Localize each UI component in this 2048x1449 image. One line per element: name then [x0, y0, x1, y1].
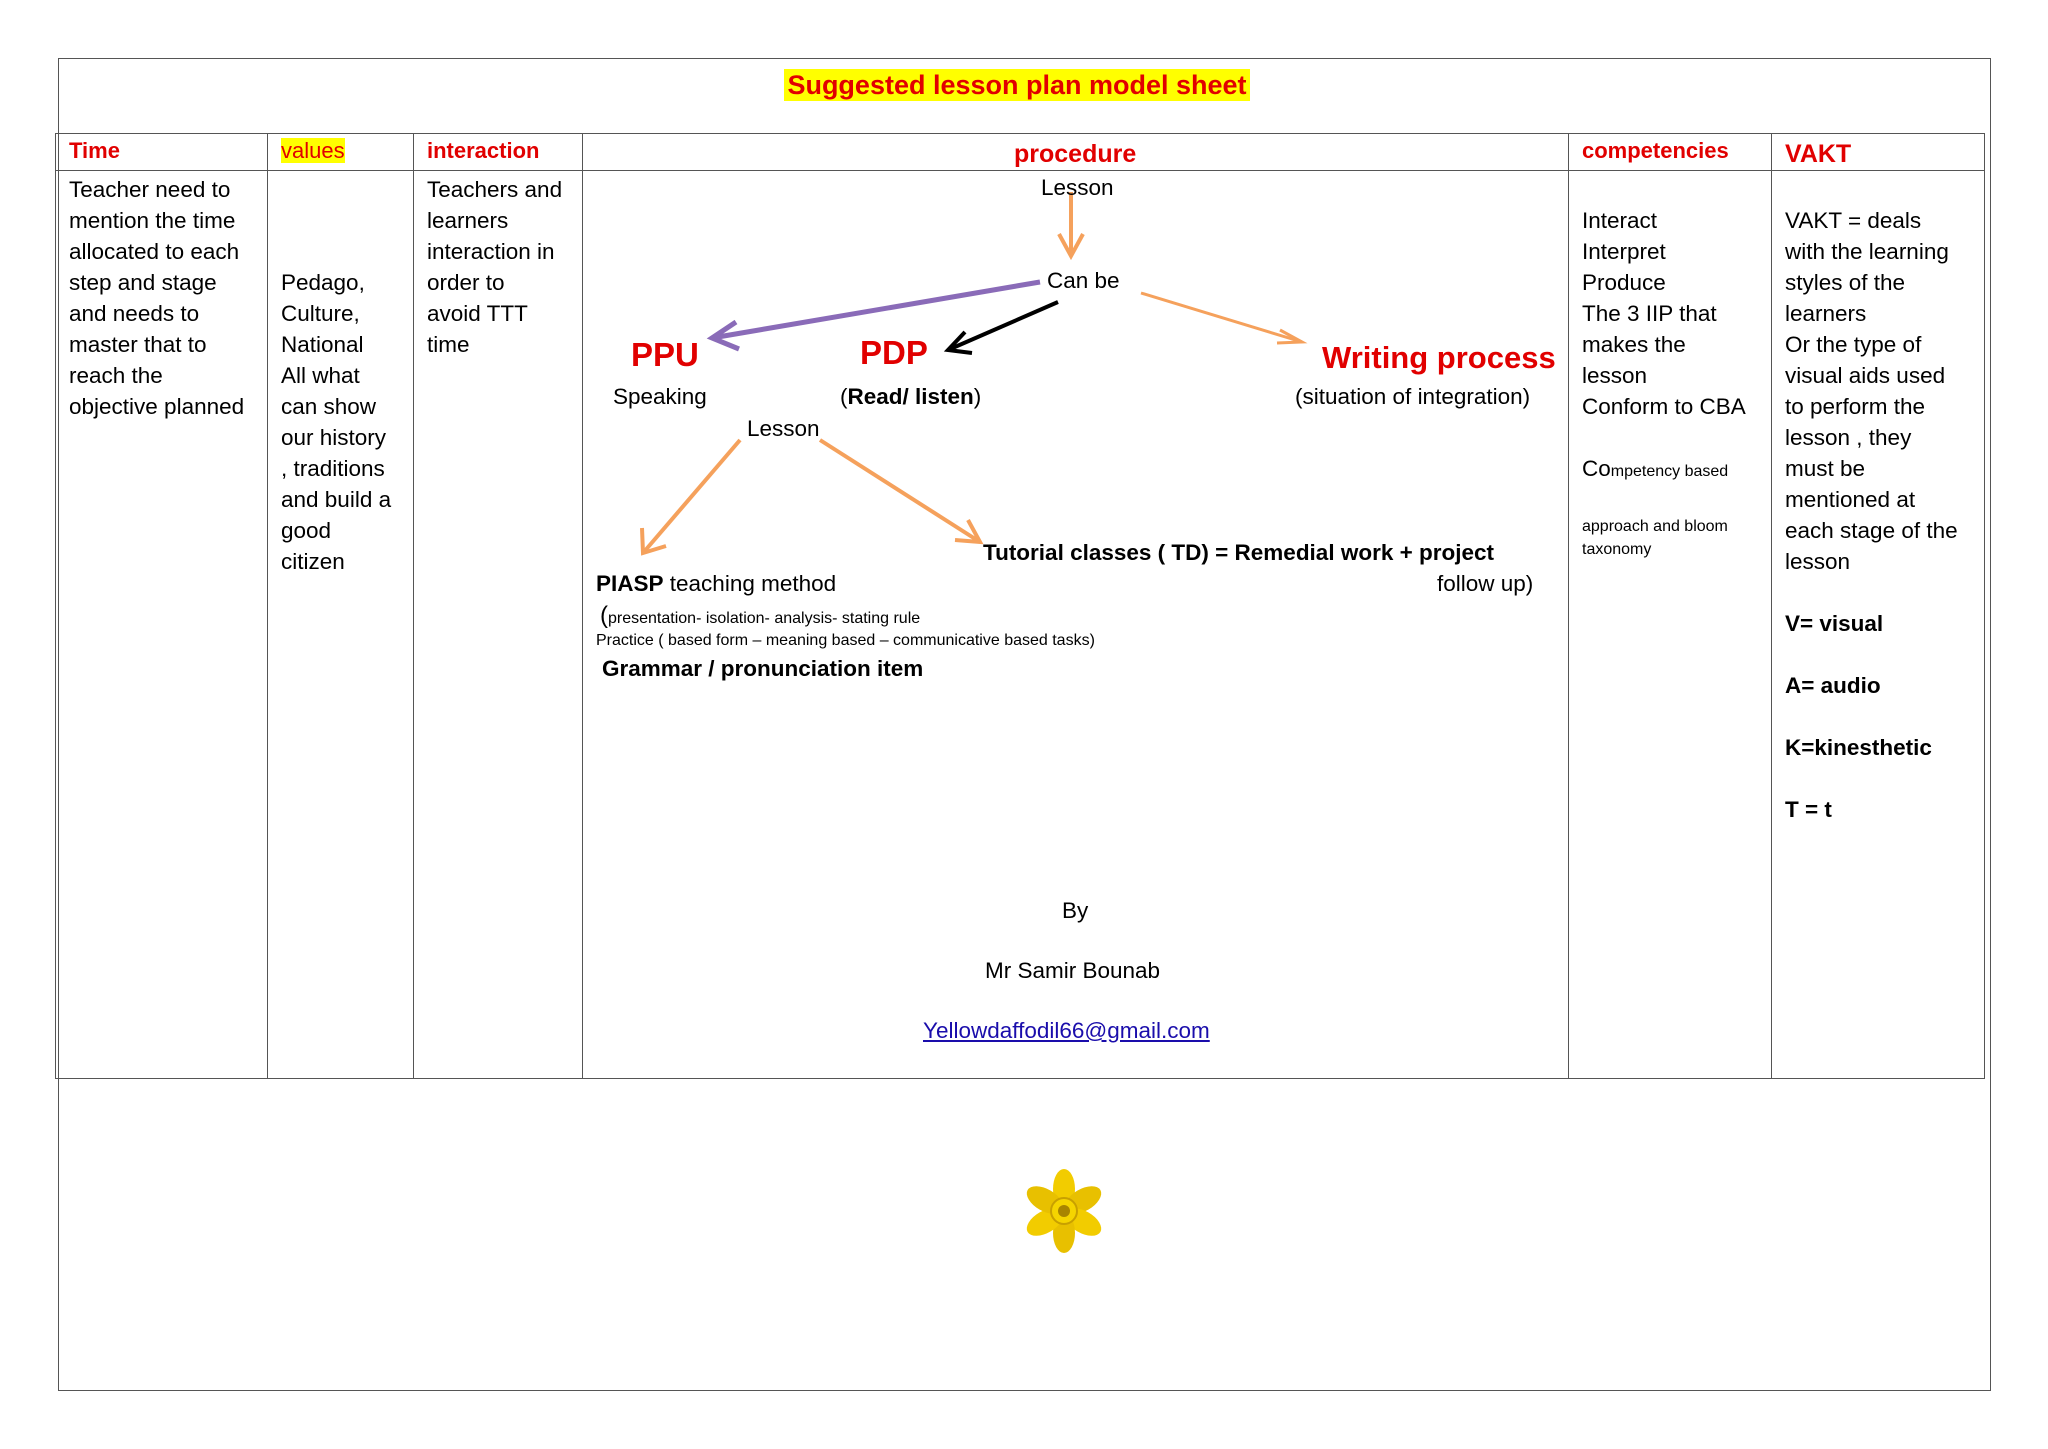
author-email-link[interactable]: Yellowdaffodil66@gmail.com: [923, 1018, 1210, 1043]
arrow-canbe-to-pdp: [948, 302, 1058, 353]
daffodil-flower-icon: [1018, 1165, 1110, 1257]
competencies-lines: Interact Interpret Produce The 3 IIP that makes the lesson Conform to CBA: [1582, 208, 1746, 419]
follow-up-label: follow up): [1437, 571, 1534, 596]
header-interaction: interaction: [427, 138, 540, 163]
vakt-visual: V= visual: [1785, 611, 1884, 636]
competency-rest: mpetency based: [1610, 463, 1729, 480]
vakt-kinesthetic: K=kinesthetic: [1785, 735, 1932, 760]
read-listen-open: (: [840, 384, 848, 409]
header-values-label: values: [281, 138, 345, 163]
interaction-cell-text: Teachers and learners interaction in order to avoid TTT time: [427, 177, 563, 357]
can-be-label: Can be: [1047, 268, 1120, 293]
header-vakt: VAKT: [1785, 140, 1852, 168]
vakt-audio: A= audio: [1785, 673, 1881, 698]
read-listen-close: ): [973, 384, 982, 409]
arrow-lesson-to-tutorial: [820, 440, 980, 542]
presentation-text: presentation- isolation- analysis- stating rule: [608, 610, 921, 627]
ppu-label: PPU: [631, 336, 699, 373]
arrow-lesson-to-piasp: [642, 440, 740, 553]
piasp-bold: PIASP: [596, 571, 664, 596]
pdp-label: PDP: [860, 334, 928, 371]
by-label: By: [1062, 898, 1089, 923]
speaking-label: Speaking: [613, 384, 707, 409]
header-procedure: procedure: [1014, 140, 1137, 168]
lesson-top-label: Lesson: [1041, 175, 1114, 200]
author-name: Mr Samir Bounab: [985, 958, 1161, 983]
competencies-small-text: approach and bloom taxonomy: [1582, 518, 1728, 558]
title-text: Suggested lesson plan model sheet: [784, 69, 1249, 101]
competency-co: Co: [1582, 456, 1611, 481]
practice-line: Practice ( based form – meaning based – communicative based tasks): [596, 632, 1095, 649]
arrow-canbe-to-writing: [1141, 293, 1302, 343]
writing-process-label: Writing process: [1322, 340, 1556, 375]
presentation-paren: (: [600, 602, 608, 629]
time-cell-text: Teacher need to mention the time allocated to each step and stage and needs to master that to reach the objective planned: [69, 177, 245, 419]
grammar-label: Grammar / pronunciation item: [602, 656, 924, 681]
piasp-rest: teaching method: [663, 571, 837, 596]
values-cell-text: Pedago, Culture, National All what can show our history , traditions and build a good citizen: [281, 270, 392, 574]
read-listen-bold: Read/ listen: [847, 384, 974, 409]
header-competencies: competencies: [1582, 138, 1729, 163]
header-time: Time: [69, 138, 120, 163]
arrow-lesson-to-canbe: [1059, 192, 1083, 256]
presentation-line: [600, 602, 920, 630]
vakt-description: VAKT = deals with the learning styles of the learners Or the type of visual aids used to perform the lesson , they must be mentioned at each stage of the lesson: [1785, 208, 1958, 574]
read-listen-label: [840, 384, 981, 410]
lesson-mid-label: Lesson: [747, 416, 820, 441]
vakt-t: T = t: [1785, 797, 1832, 822]
piasp-label: [596, 571, 836, 597]
tutorial-label: Tutorial classes ( TD) = Remedial work + project: [983, 540, 1494, 565]
situation-label: (situation of integration): [1295, 384, 1531, 409]
